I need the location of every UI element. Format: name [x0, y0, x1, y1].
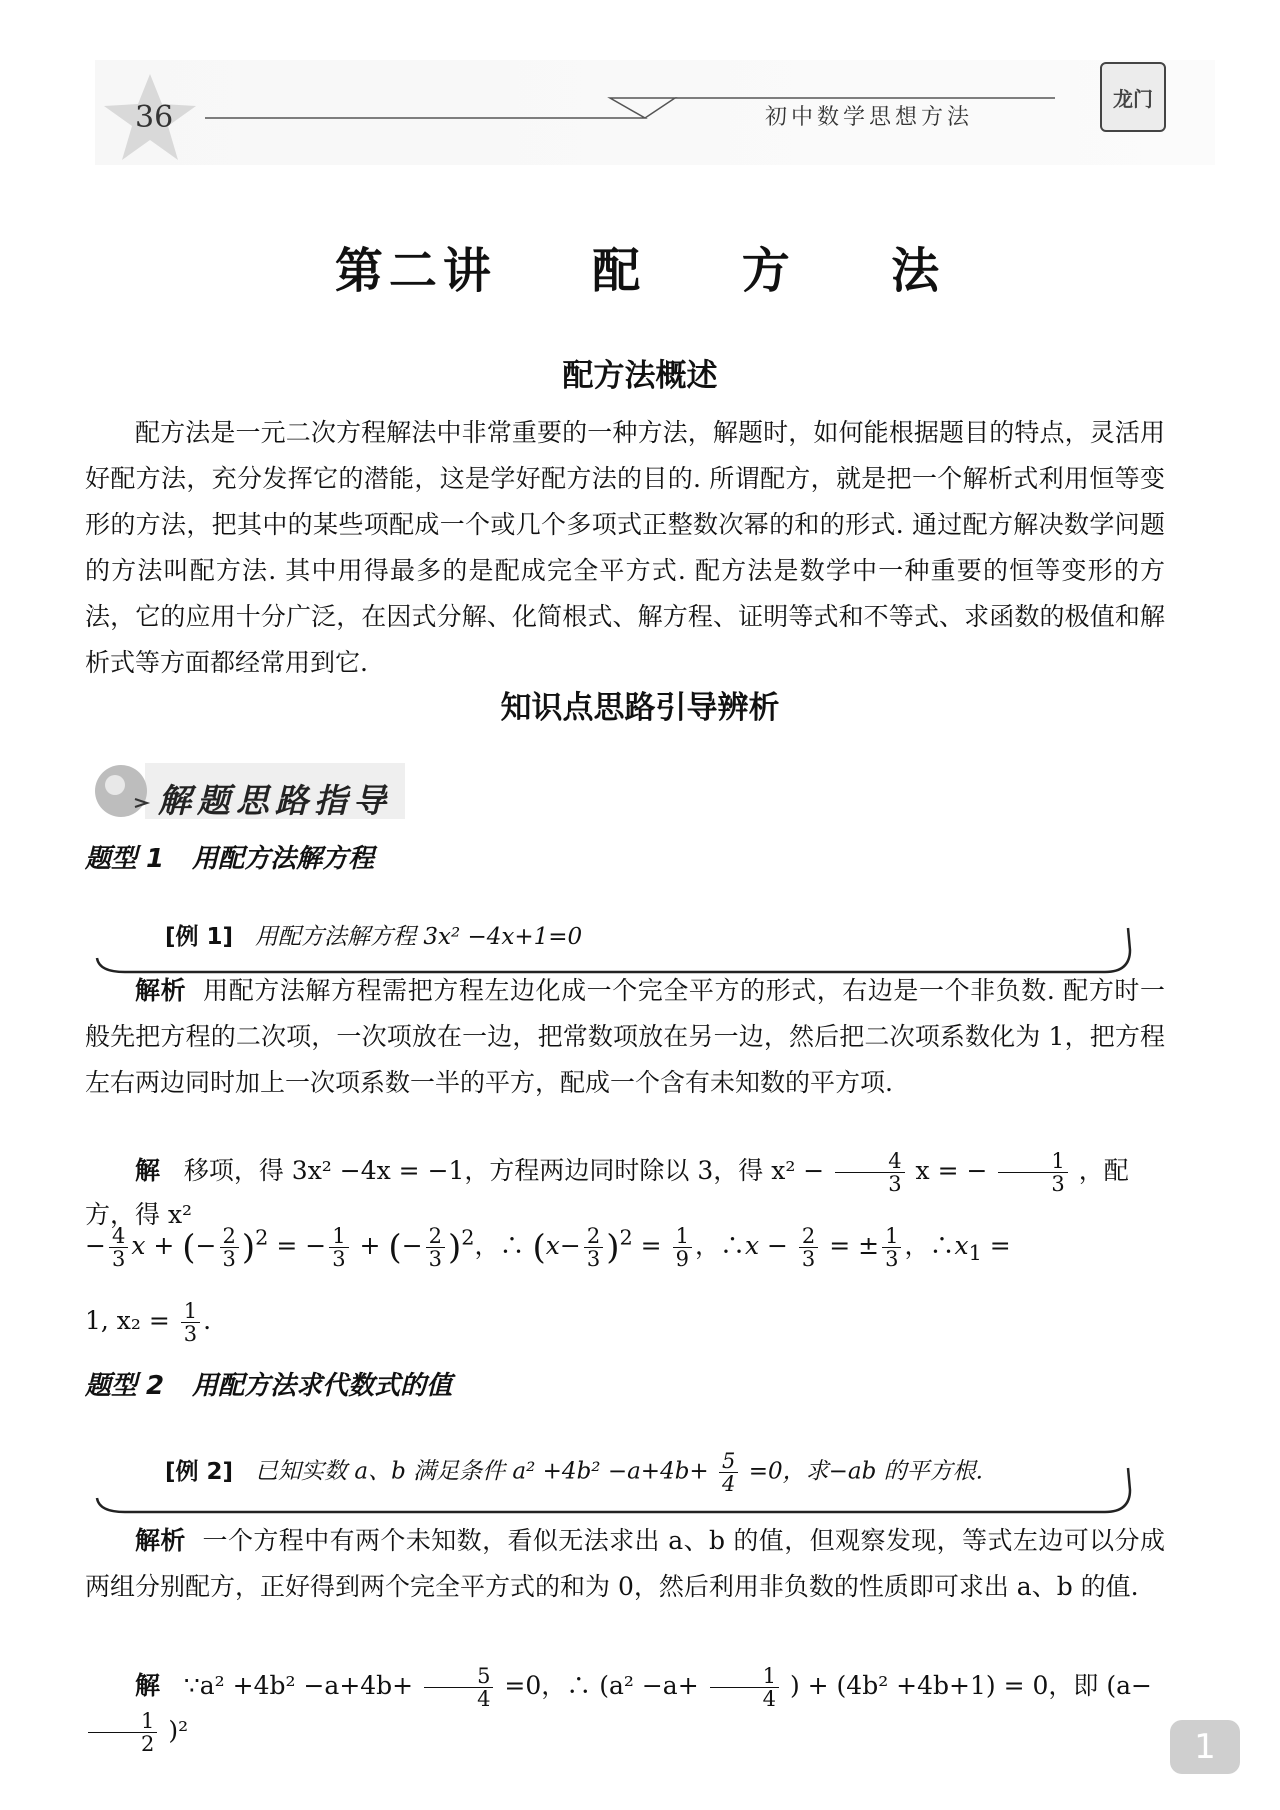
sol2-text-d: ) + (4b² +4b+1) = 0，即 [789, 1671, 1099, 1700]
example1-tag: [例 1] [165, 924, 234, 950]
type1-analysis [85, 968, 1165, 1106]
type1-solution-line3: 1, x₂ = $\frac{1}{3}$ . [85, 1299, 212, 1346]
page-indicator-badge[interactable]: 1 [1170, 1720, 1240, 1774]
example2-text-pre: 已知实数 a、b 满足条件 a² +4b² −a+4b+ [255, 1458, 709, 1485]
banner-title: 解题思路指导 [158, 781, 392, 820]
example1-equation: 3x² −4x+1=0 [423, 924, 583, 950]
example1-text: 用配方法解方程 [255, 924, 417, 950]
type2-analysis-label: 解析 [135, 1526, 186, 1555]
fraction: $\frac{1}{3}$ [998, 1150, 1067, 1195]
chapter-title-part: 法 [891, 243, 946, 299]
fraction: $\frac{4}{3}$ [835, 1150, 904, 1195]
chapter-title-part: 第二讲 [334, 243, 497, 299]
chapter-title-part: 配 [592, 243, 647, 299]
type1-solution-line2: − $\frac{4}{3}$ x + (− $\frac{2}{3}$ )$^2$ = − $\frac{1}{3}$ + (− $\frac{2}{3}$ )$^2$，∴ (x− $\frac{2}{3}$ )$^2$ = $\frac{1}{9}$ ，∴x − $\frac{2}{3}$ = ± $\frac{1}{3}$ ，$\therefore x_1$ = [85, 1224, 1011, 1271]
sol1-text-c: ，配方，得 x² [85, 1156, 1129, 1229]
sol2-text-e: (a− [1106, 1671, 1152, 1700]
fraction: $\frac{5}{4}$ [719, 1450, 738, 1495]
sol2-text-a: ∵a² +4b² −a+4b+ [183, 1671, 414, 1700]
fraction: $\frac{1}{4}$ [710, 1665, 779, 1710]
sol2-text-f: )² [168, 1716, 189, 1745]
type1-heading [85, 838, 374, 875]
section-title-knowledge: 知识点思路引导辨析 [500, 690, 780, 726]
fraction: $\frac{5}{4}$ [424, 1665, 493, 1710]
type1-title: 用配方法解方程 [192, 844, 375, 874]
type2-analysis [85, 1518, 1165, 1610]
type1-analysis-text: 用配方法解方程需把方程左边化成一个完全平方的形式，右边是一个非负数. 配方时一般先把方程的二次项，一次项放在一边，把常数项放在另一边，然后把二次项系数化为 1，把方程左右两边同时加上一次项系数一半的平方，配成一个含有未知数的平方项. [85, 976, 1165, 1097]
page-number: 36 [135, 100, 174, 135]
section-title-overview: 配方法概述 [562, 358, 718, 394]
type2-analysis-text: 一个方程中有两个未知数，看似无法求出 a、b 的值，但观察发现，等式左边可以分成两组分别配方，正好得到两个完全平方式的和为 0，然后利用非负数的性质即可求出 a、b 的值. [85, 1526, 1165, 1601]
sol2-text-c: (a² −a+ [599, 1671, 699, 1700]
type1-solution-line1 [85, 1150, 1165, 1231]
publisher-logo: 龙门 [1100, 62, 1166, 132]
fraction: $\frac{1}{2}$ [88, 1710, 157, 1755]
sol1-text-b: x = − [915, 1156, 988, 1185]
sol1-line3: 1, x₂ = [85, 1306, 170, 1335]
book-title: 初中数学思想方法 [765, 105, 974, 130]
overview-paragraph [85, 410, 1165, 686]
chapter-title [0, 232, 1280, 301]
type1-analysis-label: 解析 [135, 976, 187, 1005]
overview-text: 配方法是一元二次方程解法中非常重要的一种方法，解题时，如何能根据题目的特点，灵活用好配方法，充分发挥它的潜能，这是学好配方法的目的. 所谓配方，就是把一个解析式利用恒等变形的方法，把其中的某些项配成一个或几个多项式正整数次幂的和的形式. 通过配方解决数学问题的方法叫配方法. 其中用得最多的是配成完全平方式. 配方法是数学中一种重要的恒等变形的方法，它的应用十分广泛，在因式分解、化简根式、解方程、证明等式和不等式、求函数的极值和解析式等方面都经常用到它. [85, 418, 1165, 677]
chapter-title-part: 方 [741, 243, 796, 299]
example2-text-post: =0，求−ab 的平方根. [748, 1458, 983, 1485]
sol2-text-b: =0，∴ [504, 1671, 592, 1700]
type1-solution-label: 解 [135, 1156, 161, 1185]
sol1-text-a: 移项，得 3x² −4x = −1，方程两边同时除以 3，得 x² − [183, 1156, 825, 1185]
type1-label: 题型 1 [85, 844, 165, 874]
type2-solution-label: 解 [135, 1671, 161, 1700]
example2-bracket [95, 1460, 1135, 1520]
type2-title: 用配方法求代数式的值 [192, 1371, 453, 1401]
type2-solution [85, 1665, 1165, 1755]
type2-heading [85, 1365, 452, 1402]
example2-tag: [例 2] [165, 1458, 234, 1485]
type2-label: 题型 2 [85, 1371, 165, 1401]
